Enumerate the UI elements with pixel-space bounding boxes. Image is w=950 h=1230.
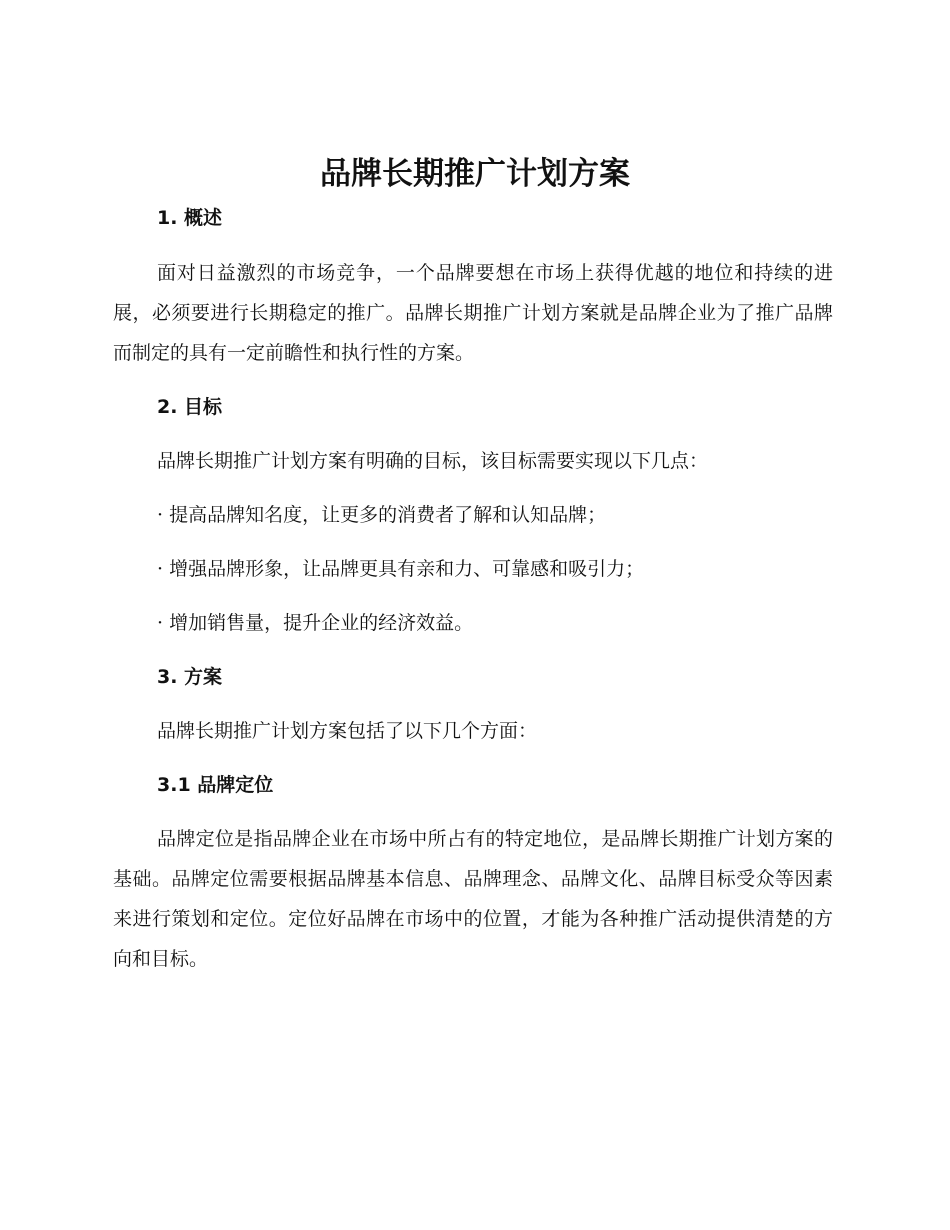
document-title: 品牌长期推广计划方案 [320,156,630,192]
goal-bullet-2: · 增强品牌形象，让品牌更具有亲和力、可靠感和吸引力； [157,558,645,580]
spacer [113,751,833,765]
overview-paragraph: 面对日益激烈的市场竞争，一个品牌要想在市场上获得优越的地位和持续的进展，必须要进行长期稳定的推广。品牌长期推广计划方案就是品牌企业为了推广品牌而制定的具有一定前瞻性和执行性的方案。 [113,262,833,364]
positioning-paragraph: 品牌定位是指品牌企业在市场中所占有的特定地位，是品牌长期推广计划方案的基础。品牌定位需要根据品牌基本信息、品牌理念、品牌文化、品牌目标受众等因素来进行策划和定位。定位好品牌在市场中的位置，才能为各种推广活动提供清楚的方向和目标。 [113,828,833,970]
section-heading-positioning: 3.1 品牌定位 [157,774,274,796]
goals-intro: 品牌长期推广计划方案有明确的目标，该目标需要实现以下几点： [157,450,709,472]
section-heading-overview: 1. 概述 [157,207,223,229]
goal-bullet-1: · 提高品牌知名度，让更多的消费者了解和认知品牌； [157,504,607,526]
spacer [113,373,833,387]
spacer [113,697,833,711]
spacer [113,589,833,603]
spacer [113,238,833,253]
section-heading-plan: 3. 方案 [157,666,223,688]
section-heading-goals: 2. 目标 [157,396,223,418]
spacer [113,643,833,657]
document-body [113,198,833,979]
spacer [113,535,833,549]
spacer [113,805,833,819]
spacer [113,427,833,441]
goal-bullet-3: · 增加销售量，提升企业的经济效益。 [157,612,474,634]
spacer [113,481,833,495]
plan-intro: 品牌长期推广计划方案包括了以下几个方面： [157,720,538,742]
